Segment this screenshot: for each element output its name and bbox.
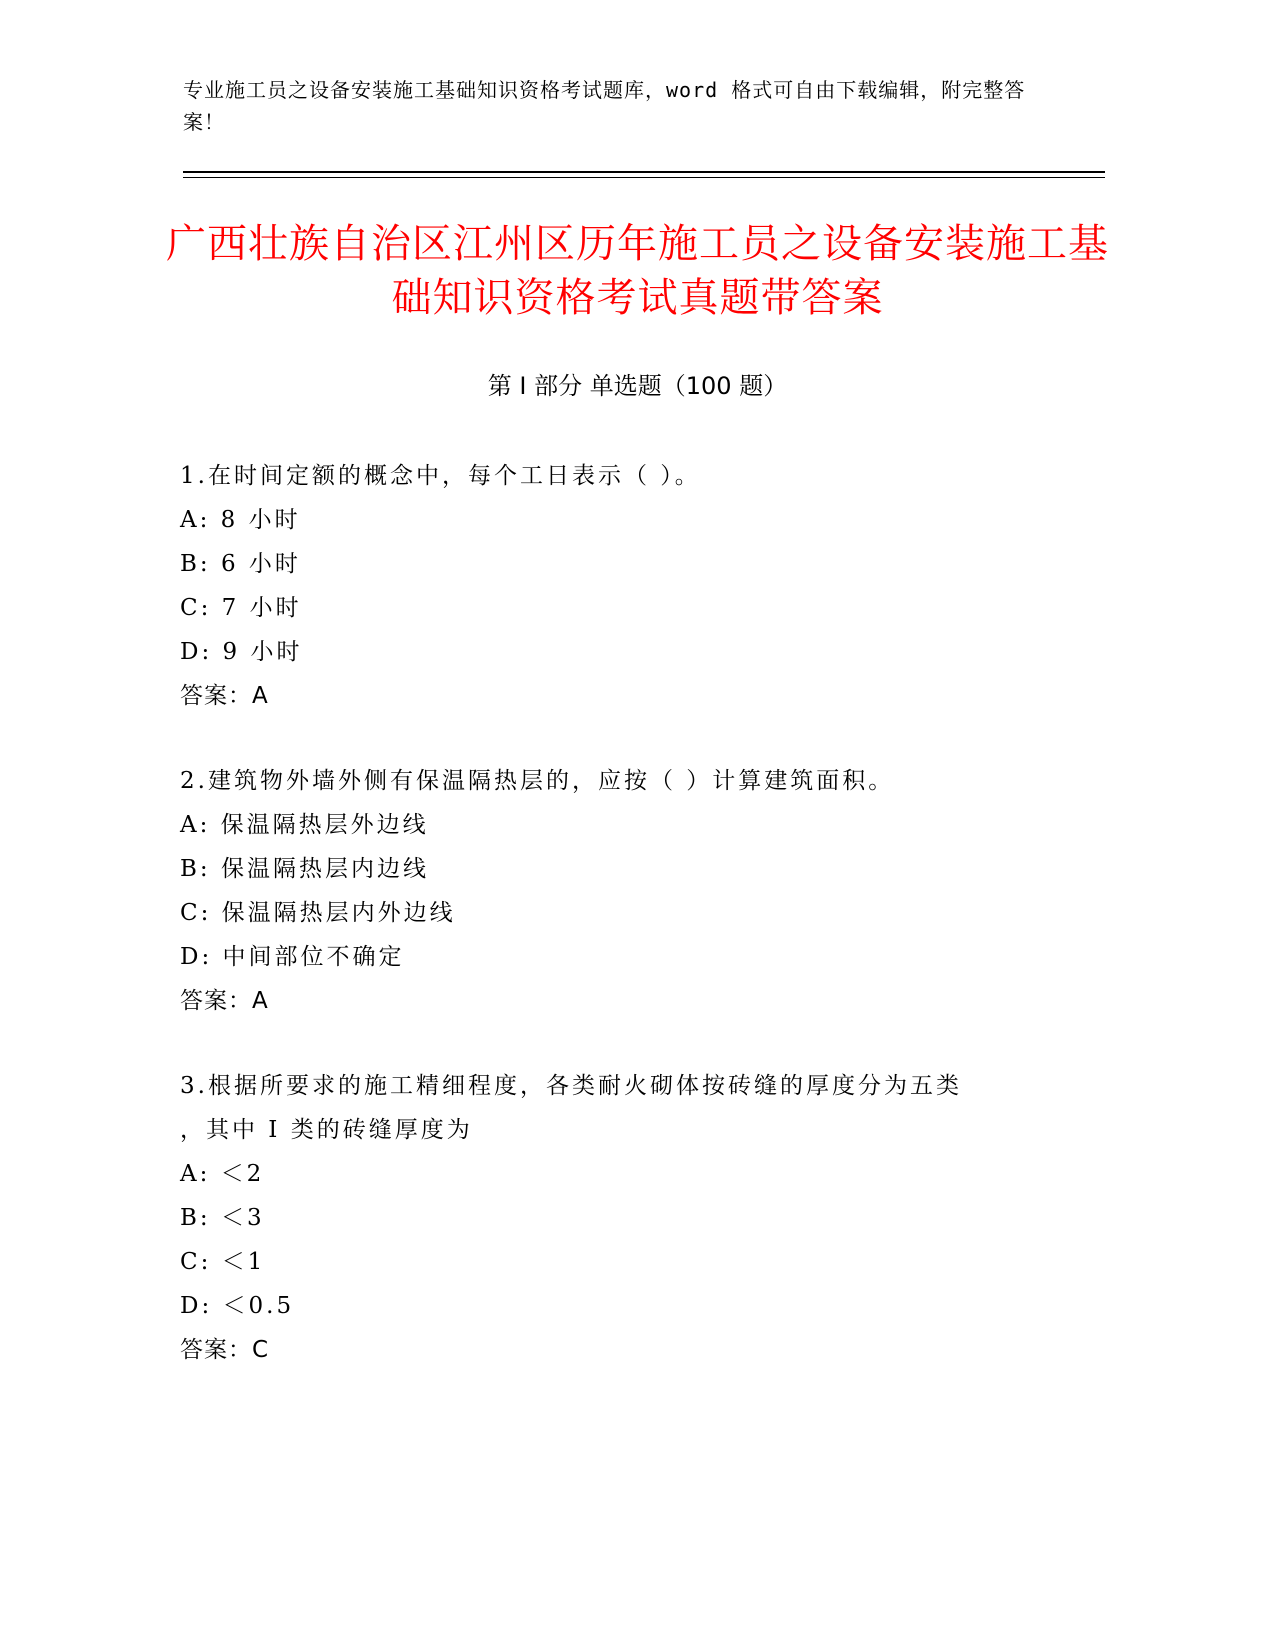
option-b: B: 保温隔热层内边线 (180, 856, 429, 882)
option-d: D: ＜0.5 (180, 1293, 295, 1319)
option-a: A: 8 小时 (180, 507, 301, 533)
option-d: D: 9 小时 (180, 639, 303, 665)
option-b: B: 6 小时 (180, 551, 301, 577)
question-1 (180, 454, 1080, 718)
option-b: B: ＜3 (180, 1205, 265, 1231)
option-a: A: 保温隔热层外边线 (180, 812, 429, 838)
option-c: C: 保温隔热层内外边线 (180, 900, 456, 926)
document-title: 广西壮族自治区江州区历年施工员之设备安装施工基础知识资格考试真题带答案 (166, 221, 1109, 321)
answer: 答案：A (180, 683, 269, 709)
option-d: D: 中间部位不确定 (180, 944, 405, 970)
option-c: C: ＜1 (180, 1249, 266, 1275)
question-3 (180, 1064, 1080, 1372)
option-a: A: ＜2 (180, 1161, 265, 1187)
header-note: 专业施工员之设备安装施工基础知识资格考试题库，word 格式可自由下载编辑，附完整答案！ (183, 78, 1026, 134)
question-2 (180, 759, 1080, 1023)
answer: 答案：A (180, 988, 269, 1014)
option-c: C: 7 小时 (180, 595, 302, 621)
part-heading: 第 I 部分 单选题（100 题） (487, 372, 788, 400)
question-stem: 2.建筑物外墙外侧有保温隔热层的，应按（ ）计算建筑面积。 (180, 768, 895, 794)
question-stem-continued: ，其中 I 类的砖缝厚度为 (180, 1117, 473, 1143)
answer: 答案：C (180, 1337, 270, 1363)
header-divider-thick (183, 171, 1105, 173)
question-stem: 1.在时间定额的概念中，每个工日表示（ ）。 (180, 463, 701, 489)
header-divider-thin (183, 177, 1105, 178)
question-stem: 3.根据所要求的施工精细程度，各类耐火砌体按砖缝的厚度分为五类 (180, 1073, 962, 1099)
